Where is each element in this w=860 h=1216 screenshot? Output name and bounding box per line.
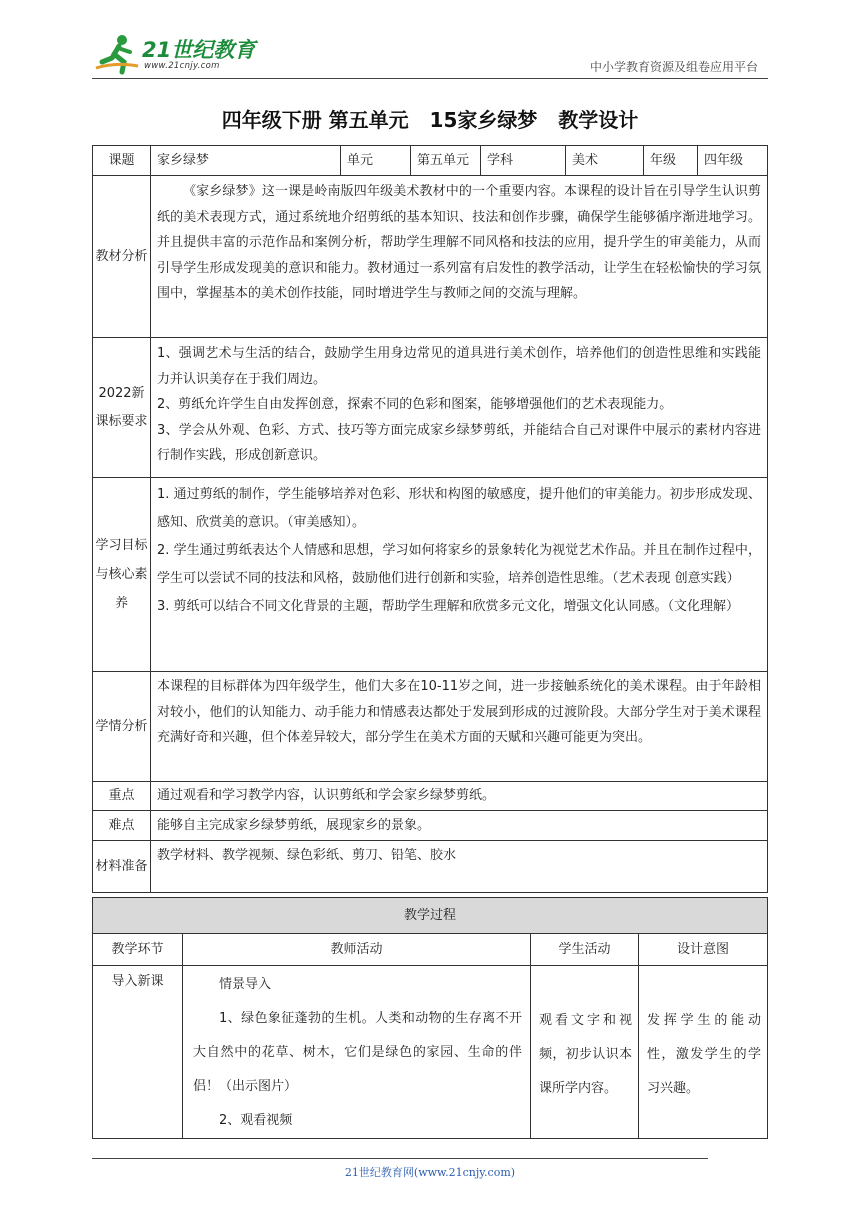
standard-item: 2、剪纸允许学生自由发挥创意，探索不同的色彩和图案，能够增强他们的艺术表现能力。 xyxy=(157,397,673,413)
learning-goals-row xyxy=(93,478,768,672)
teacher-activity-cell xyxy=(183,966,531,1139)
materials-row xyxy=(93,841,768,893)
goal-item: 1. 通过剪纸的制作，学生能够培养对色彩、形状和构图的敏感度，提升他们的审美能力。初步形成发现、感知、欣赏美的意识。（审美感知）。 xyxy=(157,487,761,530)
footer-divider xyxy=(92,1158,708,1159)
material-analysis-text xyxy=(151,176,768,338)
topic-label: 课题 xyxy=(93,146,151,176)
learning-goals-text xyxy=(151,478,768,672)
teacher-paragraph: 1、绿色象征蓬勃的生机。人类和动物的生存离不开大自然中的花草、树木，它们是绿色的家园、生命的伴侣！（出示图片） xyxy=(193,1011,522,1094)
unit-label: 单元 xyxy=(341,146,411,176)
logo-url: www.21cnjy.com xyxy=(144,61,220,71)
standard-item: 3、学会从外观、色彩、方式、技巧等方面完成家乡绿梦剪纸，并能结合自己对课件中展示的素材内容进行制作实践，形成创新意识。 xyxy=(157,422,761,464)
process-header-row xyxy=(93,934,768,966)
header-divider xyxy=(92,78,768,79)
column-header: 设计意图 xyxy=(639,934,768,966)
grade-value: 四年级 xyxy=(698,146,768,176)
logo xyxy=(92,32,262,76)
difficulty-label: 难点 xyxy=(93,811,151,841)
student-activity-cell: 观看文字和视频，初步认识本课所学内容。 xyxy=(531,966,639,1139)
column-header: 学生活动 xyxy=(531,934,639,966)
goal-item: 3. 剪纸可以结合不同文化背景的主题，帮助学生理解和欣赏多元文化，增强文化认同感。（文化理解） xyxy=(157,599,740,614)
grade-label: 年级 xyxy=(644,146,698,176)
logo-text: 21世纪教育 xyxy=(142,38,256,62)
student-analysis-label: 学情分析 xyxy=(93,672,151,782)
material-analysis-paragraph: 《家乡绿梦》这一课是岭南版四年级美术教材中的一个重要内容。本课程的设计旨在引导学生认识剪纸的美术表现方式，通过系统地介绍剪纸的基本知识、技法和创作步骤，确保学生能够循序渐进地学习。并且提供丰富的示范作品和案例分析，帮助学生理解不同风格和技法的应用，提升学生的审美能力，从而引导学生形成发现美的意识和能力。教材通过一系列富有启发性的教学活动，让学生在轻松愉快的学习氛围中，掌握基本的美术创作技能，同时增进学生与教师之间的交流与理解。 xyxy=(157,184,761,302)
design-intent-cell: 发挥学生的能动性，激发学生的学习兴趣。 xyxy=(639,966,768,1139)
teaching-process-table xyxy=(92,897,768,1139)
materials-label: 材料准备 xyxy=(93,841,151,893)
curriculum-standard-row xyxy=(93,338,768,478)
material-analysis-label: 教材分析 xyxy=(93,176,151,338)
goal-item: 2. 学生通过剪纸表达个人情感和思想，学习如何将家乡的景象转化为视觉艺术作品。并且在制作过程中，学生可以尝试不同的技法和风格，鼓励他们进行创新和实验，培养创造性思维。（艺术表现 创意实践） xyxy=(157,543,761,586)
curriculum-standard-label: 2022新课标要求 xyxy=(93,338,151,478)
student-analysis-row xyxy=(93,672,768,782)
column-header: 教学环节 xyxy=(93,934,183,966)
teacher-heading: 情景导入 xyxy=(219,977,272,992)
footer-link[interactable]: 21世纪教育网(www.21cnjy.com) xyxy=(344,1166,516,1179)
platform-name: 中小学教育资源及组卷应用平台 xyxy=(589,60,758,74)
info-row xyxy=(93,146,768,176)
key-point-label: 重点 xyxy=(93,782,151,811)
materials-text: 教学材料、教学视频、绿色彩纸、剪刀、铅笔、胶水 xyxy=(151,841,768,893)
column-header: 教师活动 xyxy=(183,934,531,966)
key-point-text: 通过观看和学习教学内容，认识剪纸和学会家乡绿梦剪纸。 xyxy=(151,782,768,811)
subject-label: 学科 xyxy=(481,146,566,176)
curriculum-standard-text xyxy=(151,338,768,478)
runner-logo-icon xyxy=(92,32,142,76)
document-title: 四年级下册 第五单元 15家乡绿梦 教学设计 xyxy=(221,108,639,132)
lesson-plan-table xyxy=(92,145,768,893)
unit-value: 第五单元 xyxy=(411,146,481,176)
difficulty-row xyxy=(93,811,768,841)
page-header xyxy=(92,30,768,78)
student-analysis-text: 本课程的目标群体为四年级学生，他们大多在10-11岁之间，进一步接触系统化的美术课程。由于年龄相对较小，他们的认知能力、动手能力和情感表达都处于发展到形成的过渡阶段。大部分学生对于美术课程充满好奇和兴趣，但个体差异较大，部分学生在美术方面的天赋和兴趣可能更为突出。 xyxy=(151,672,768,782)
process-title-row xyxy=(93,898,768,934)
learning-goals-label: 学习目标与核心素养 xyxy=(93,478,151,672)
key-point-row xyxy=(93,782,768,811)
material-analysis-row xyxy=(93,176,768,338)
topic-value: 家乡绿梦 xyxy=(151,146,341,176)
process-title: 教学过程 xyxy=(93,898,768,934)
teacher-paragraph: 2、观看视频 xyxy=(219,1113,293,1128)
difficulty-text: 能够自主完成家乡绿梦剪纸，展现家乡的景象。 xyxy=(151,811,768,841)
stage-cell: 导入新课 xyxy=(93,966,183,1139)
standard-item: 1、强调艺术与生活的结合，鼓励学生用身边常见的道具进行美术创作，培养他们的创造性思维和实践能力并认识美存在于我们周边。 xyxy=(157,346,761,387)
process-row xyxy=(93,966,768,1139)
subject-value: 美术 xyxy=(566,146,644,176)
